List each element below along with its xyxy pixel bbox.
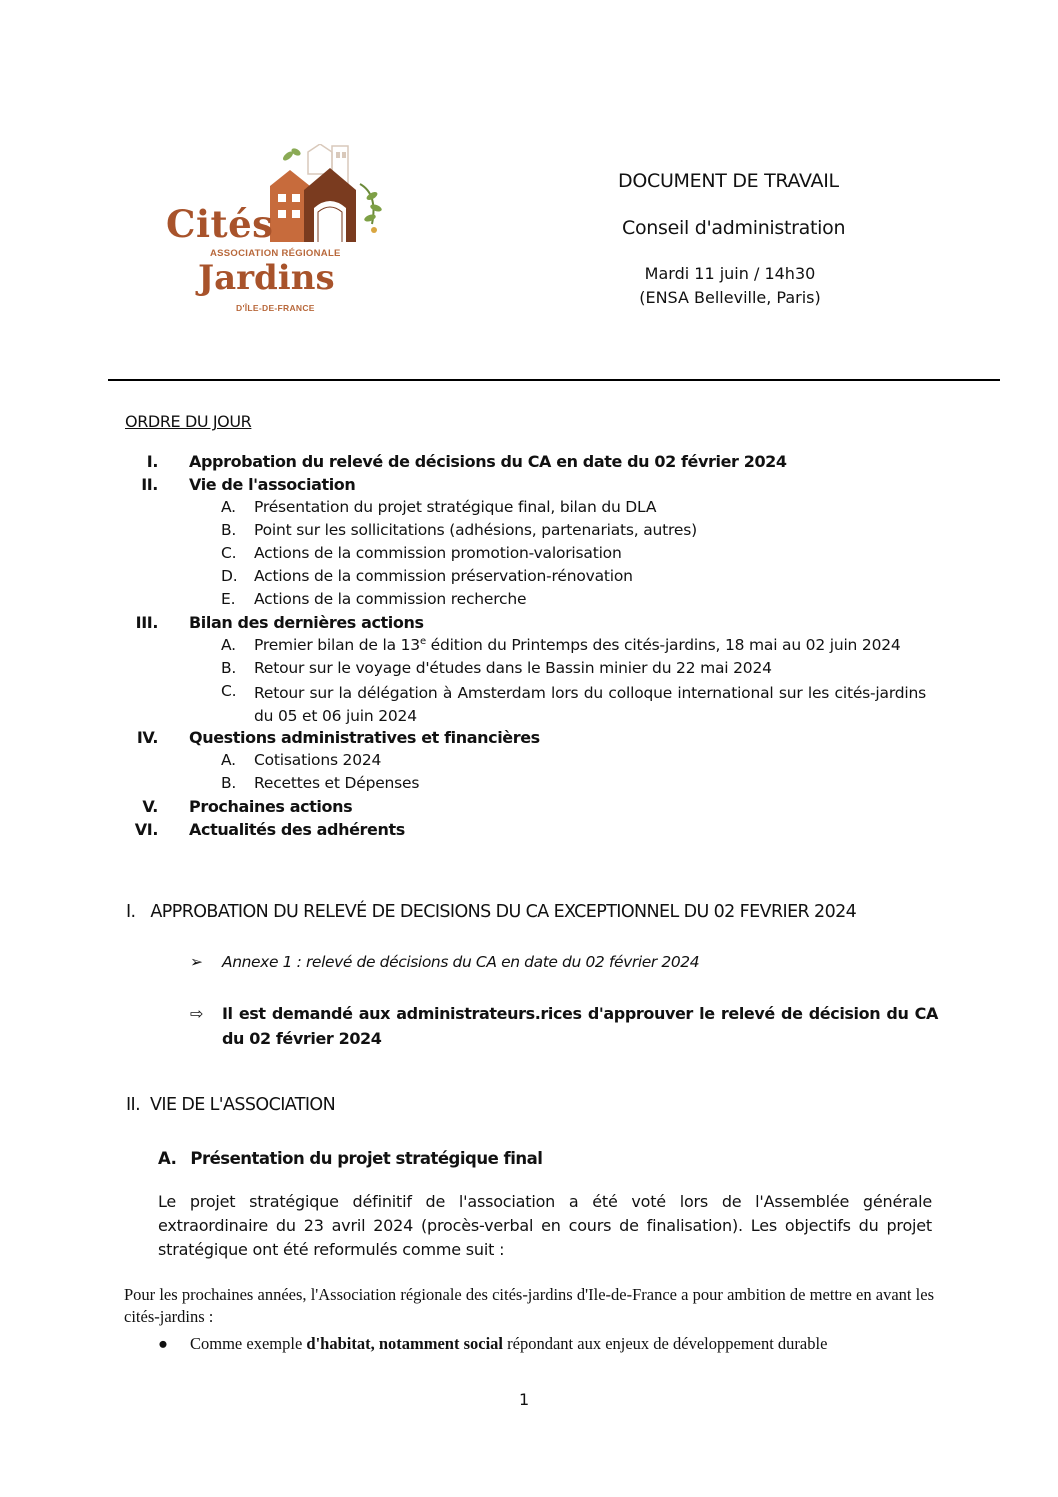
logo-word-jardins: Jardins [198,258,335,298]
agenda-subitem: B. Retour sur le voyage d'études dans le Bassin minier du 22 mai 2024 [221,659,772,677]
agenda-item: V. Prochaines actions [142,797,353,816]
strategic-project-paragraph: Le projet stratégique définitif de l'association a été voté lors de l'Assemblée générale extraordinaire du 23 avril 2024 (procès-verbal en cours de finalisation). Les objectifs du projet stratégique ont été reformulés comme suit : [158,1192,932,1259]
agenda-subitem: A. Cotisations 2024 [221,751,382,769]
agenda-list [120,452,960,843]
logo-tagline: ASSOCIATION RÉGIONALE [210,248,341,259]
meeting-info [560,262,900,310]
horizontal-rule [108,379,1000,381]
meeting-date: Mardi 11 juin / 14h30 [644,264,816,283]
meeting-place: (ENSA Belleville, Paris) [639,288,821,307]
agenda-item: III. Bilan des dernières actions [135,613,424,632]
arrowhead-bullet-icon: ➢ [190,953,203,971]
document-title: DOCUMENT DE TRAVAIL [618,170,839,192]
agenda-subitem: A. Présentation du projet stratégique final, bilan du DLA [221,498,657,516]
ambition-paragraph: Pour les prochaines années, l'Association régionale des cités-jardins d'Ile-de-France a pour ambition de mettre en avant les cités-jardins : [124,1285,934,1326]
agenda-subitem: C. Actions de la commission promotion-valorisation [221,544,622,562]
agenda-subitem: B. Recettes et Dépenses [221,774,420,792]
annex-reference [190,953,699,971]
agenda-subitem: D. Actions de la commission préservation-rénovation [221,567,633,585]
request-note [190,1001,938,1051]
houses-illustration [268,144,388,244]
subsection-a-heading: A. Présentation du projet stratégique final [158,1149,543,1168]
document-subtitle: Conseil d'administration [622,217,846,239]
agenda-subitem: A. Premier bilan de la 13e édition du Printemps des cités-jardins, 18 mai au 02 juin 2024 [221,636,901,655]
section-2-heading: II. VIE DE L'ASSOCIATION [126,1095,336,1115]
agenda-subitem: E. Actions de la commission recherche [221,590,527,608]
agenda-item: I. Approbation du relevé de décisions du CA en date du 02 février 2024 [146,452,787,471]
agenda-subitem: C. Retour sur la délégation à Amsterdam lors du colloque international sur les cités-jardins du 05 et 06 juin 2024 [221,682,926,725]
association-logo [160,140,392,330]
logo-region: D'ÎLE-DE-FRANCE [236,303,315,313]
logo-word-cites: Cités [166,202,274,246]
agenda-item: II. Vie de l'association [141,475,356,494]
annex-text: Annexe 1 : relevé de décisions du CA en date du 02 février 2024 [222,953,700,971]
request-text: Il est demandé aux administrateurs.rices d'approuver le relevé de décision du CA du 02 février 2024 [222,1004,938,1048]
agenda-heading: ORDRE DU JOUR [125,412,252,431]
arrow-right-icon: ⇨ [190,1004,204,1023]
agenda-item: VI. Actualités des adhérents [134,820,405,839]
section-1-heading: I. APPROBATION DU RELEVÉ DE DECISIONS DU CA EXCEPTIONNEL DU 02 FEVRIER 2024 [126,902,857,922]
agenda-item: IV. Questions administratives et financières [136,728,540,747]
bullet-dot-icon: ● [158,1334,168,1353]
page-number: 1 [519,1390,530,1409]
agenda-subitem: B. Point sur les sollicitations (adhésions, partenariats, autres) [221,521,697,539]
